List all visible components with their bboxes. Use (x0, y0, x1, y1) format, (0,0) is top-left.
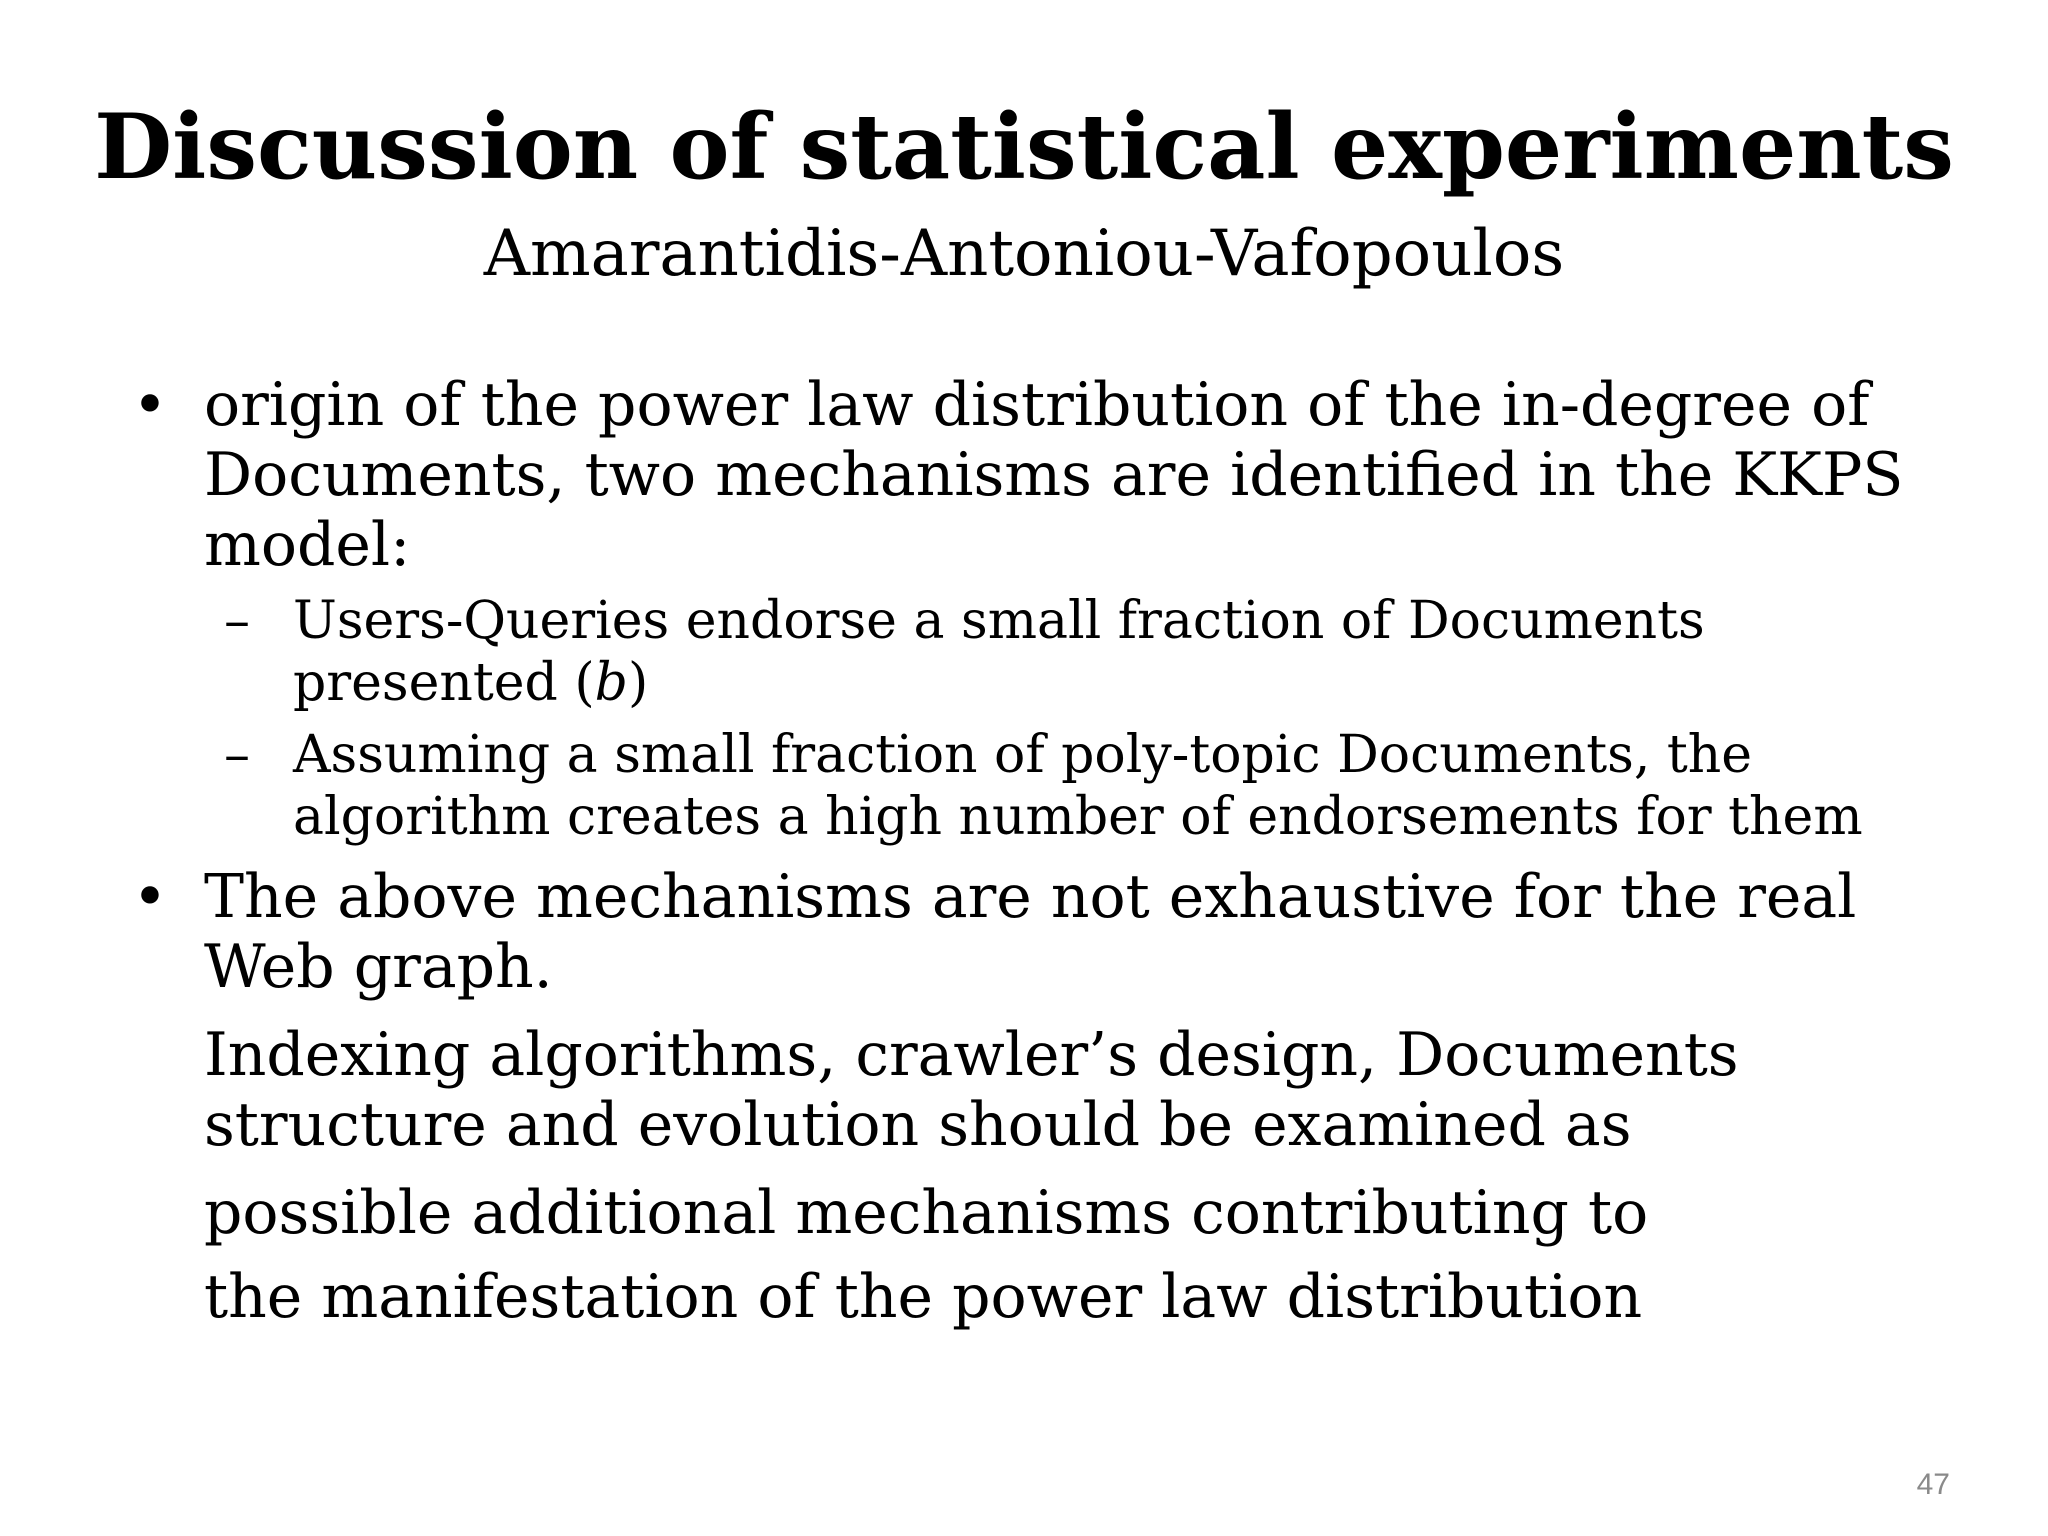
slide-body (120, 370, 1920, 1332)
sub-bullet-variable: b (594, 653, 628, 713)
bullet-text: origin of the power law distribution of the in-degree of Documents, two mechanisms are identified in the KKPS model: (204, 370, 1904, 580)
sub-bullet-item-2 (120, 724, 1920, 848)
bullet-icon: • (132, 370, 168, 440)
sub-bullet-text-end: ) (627, 653, 649, 713)
dash-icon: – (224, 725, 250, 785)
paragraph-line-1: Indexing algorithms, crawler’s design, Documents structure and evolution should be examined as (204, 1020, 1739, 1160)
slide-subtitle: Amarantidis-Antoniou-Vafopoulos (483, 217, 1565, 291)
bullet-text: The above mechanisms are not exhaustive for the real Web graph. (204, 862, 1857, 1002)
slide-title: Discussion of statistical experiments (94, 94, 1954, 200)
paragraph-line-2: possible additional mechanisms contributing to (204, 1178, 1649, 1248)
sub-bullet-text: Assuming a small fraction of poly-topic Documents, the algorithm creates a high number of endorsements for them (293, 725, 1863, 847)
dash-icon: – (224, 591, 250, 651)
bullet-icon: • (132, 862, 168, 932)
sub-bullet-item-1 (120, 590, 1920, 714)
bullet-item-2 (120, 862, 1920, 1002)
page-number: 47 (1916, 1468, 1950, 1501)
bullet-item-1 (120, 370, 1920, 580)
sub-bullet-text: Users-Queries endorse a small fraction of Documents presented ( (293, 591, 1705, 713)
paragraph-line-3: the manifestation of the power law distribution (204, 1262, 1643, 1332)
